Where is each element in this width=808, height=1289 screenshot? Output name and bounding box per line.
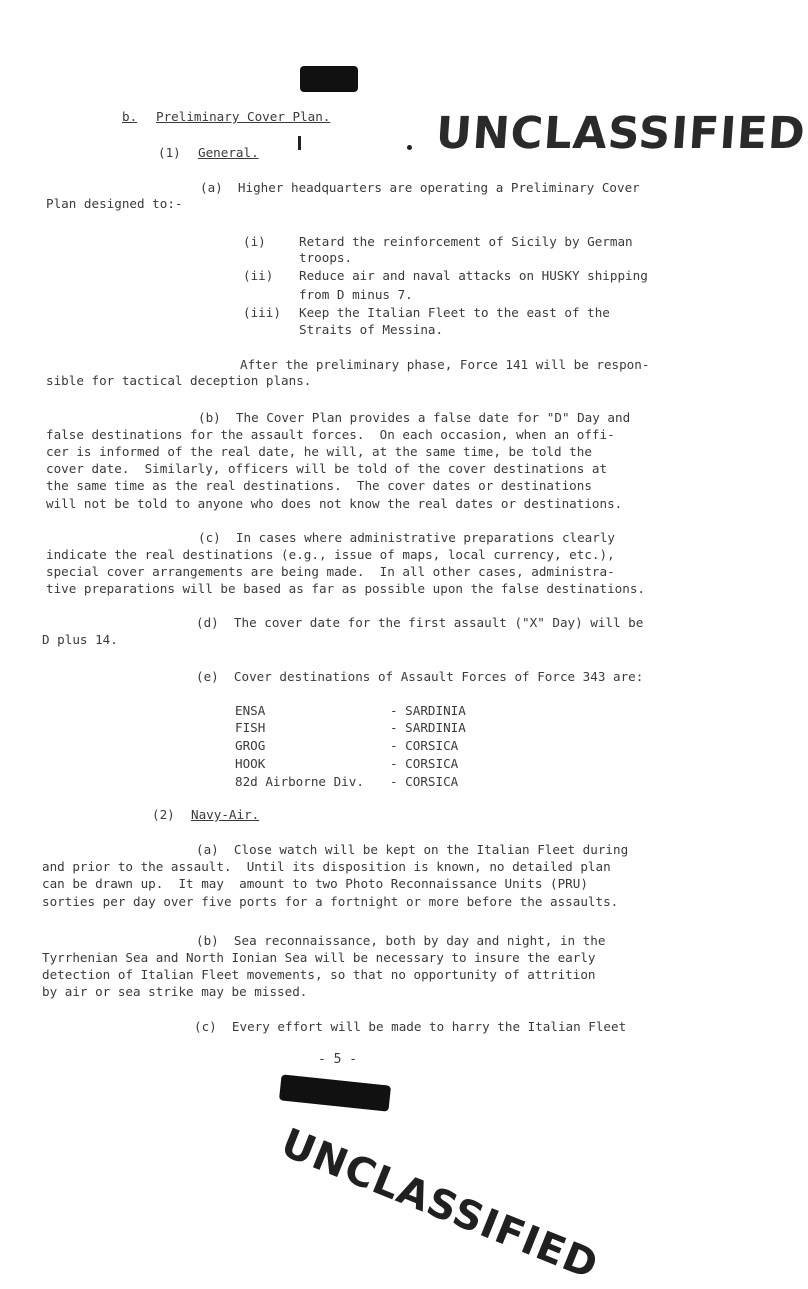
stray-dot	[407, 145, 412, 150]
navy-a-line: sorties per day over five ports for a fortnight or more before the assaults.	[42, 894, 619, 909]
list-item-number: (ii)	[243, 268, 274, 283]
unclassified-stamp-top: UNCLASSIFIED	[434, 108, 808, 159]
list-item-number: (iii)	[243, 305, 281, 320]
list-item-text: troops.	[299, 250, 353, 265]
destination-name: - SARDINIA	[390, 703, 466, 718]
subsection-number: (1)	[158, 145, 181, 160]
navy-c-line1: (c) Every effort will be made to harry the Italian Fleet	[194, 1019, 627, 1034]
navy-b-line: (b) Sea reconnaissance, both by day and night, in the	[196, 933, 606, 948]
para-a-line1: (a) Higher headquarters are operating a Preliminary Cover	[200, 180, 640, 195]
para-c-line: tive preparations will be based as far as possible upon the false destinations.	[46, 581, 645, 596]
navy-a-line: and prior to the assault. Until its disposition is known, no detailed plan	[42, 859, 611, 874]
destination-force: 82d Airborne Div.	[235, 774, 364, 789]
list-item-number: (i)	[243, 234, 266, 249]
navy-a-line: (a) Close watch will be kept on the Italian Fleet during	[196, 842, 629, 857]
list-item-text: Keep the Italian Fleet to the east of the	[299, 305, 610, 320]
para-b-line: will not be told to anyone who does not know the real dates or destinations.	[46, 496, 623, 511]
navy-b-line: Tyrrhenian Sea and North Ionian Sea will be necessary to insure the early	[42, 950, 596, 965]
navy-b-line: detection of Italian Fleet movements, so that no opportunity of attrition	[42, 967, 596, 982]
destination-force: FISH	[235, 720, 266, 735]
destination-force: ENSA	[235, 703, 266, 718]
list-item-text: Straits of Messina.	[299, 322, 444, 337]
para-b-line: cover date. Similarly, officers will be told of the cover destinations at	[46, 461, 608, 476]
section-label: b.	[122, 109, 138, 124]
para-d-line2: D plus 14.	[42, 632, 118, 647]
destination-name: - SARDINIA	[390, 720, 466, 735]
para-c-line: indicate the real destinations (e.g., issue of maps, local currency, etc.),	[46, 547, 615, 562]
para-b-line: (b) The Cover Plan provides a false date for "D" Day and	[198, 410, 631, 425]
subsection-title: General.	[198, 145, 259, 160]
para-a-line2: Plan designed to:-	[46, 196, 183, 211]
unclassified-stamp-bottom: UNCLASSIFIED	[274, 1120, 605, 1289]
navy-number: (2)	[152, 807, 175, 822]
para-b-line: the same time as the real destinations. The cover dates or destinations	[46, 478, 592, 493]
list-item-text: Reduce air and naval attacks on HUSKY shipping	[299, 268, 648, 283]
navy-b-line: by air or sea strike may be missed.	[42, 984, 308, 999]
section-title: Preliminary Cover Plan.	[156, 109, 331, 124]
para-d-line1: (d) The cover date for the first assault ("X" Day) will be	[196, 615, 644, 630]
para-b-line: false destinations for the assault forces. On each occasion, when an offi-	[46, 427, 615, 442]
redaction-bar-bottom	[279, 1074, 391, 1111]
destination-name: - CORSICA	[390, 756, 459, 771]
para-c-line: (c) In cases where administrative preparations clearly	[198, 530, 616, 545]
after-line1: After the preliminary phase, Force 141 will be respon-	[240, 357, 650, 372]
list-item-text: from D minus 7.	[299, 287, 413, 302]
destination-force: HOOK	[235, 756, 266, 771]
navy-a-line: can be drawn up. It may amount to two Photo Reconnaissance Units (PRU)	[42, 876, 588, 891]
destination-force: GROG	[235, 738, 266, 753]
after-line2: sible for tactical deception plans.	[46, 373, 312, 388]
destination-name: - CORSICA	[390, 738, 459, 753]
para-b-line: cer is informed of the real date, he will, at the same time, be told the	[46, 444, 592, 459]
list-item-text: Retard the reinforcement of Sicily by German	[299, 234, 633, 249]
redaction-bar-top	[300, 66, 358, 92]
stray-mark	[298, 136, 301, 150]
navy-title: Navy-Air.	[191, 807, 260, 822]
page-number: - 5 -	[318, 1052, 358, 1067]
para-c-line: special cover arrangements are being made. In all other cases, administra-	[46, 564, 615, 579]
destination-name: - CORSICA	[390, 774, 459, 789]
para-e-line1: (e) Cover destinations of Assault Forces of Force 343 are:	[196, 669, 644, 684]
